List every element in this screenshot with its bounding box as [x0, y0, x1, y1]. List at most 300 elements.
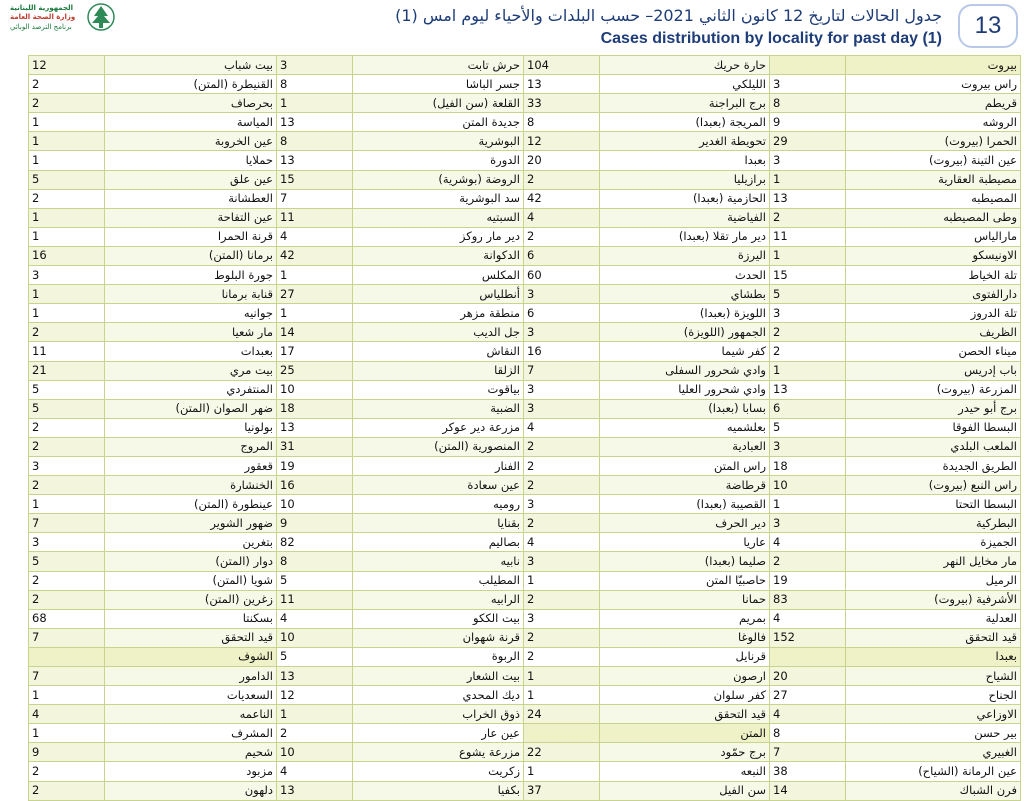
case-count-cell: 8	[524, 113, 600, 132]
locality-name-cell: ذوق الخراب	[353, 705, 524, 724]
case-count-cell: 10	[277, 495, 353, 514]
table-row	[29, 495, 1021, 514]
locality-name-cell: قرنة الحمرا	[105, 227, 277, 246]
table-row	[29, 399, 1021, 418]
case-count-cell: 2	[29, 323, 105, 342]
locality-name-cell: مار شعيا	[105, 323, 277, 342]
report-title-english: Cases distribution by locality for past day (1)	[600, 30, 942, 47]
case-count-cell: 3	[770, 75, 846, 94]
case-count-cell: 6	[524, 246, 600, 265]
case-count-cell: 1	[29, 113, 105, 132]
locality-name-cell: البسطا التحتا	[846, 495, 1021, 514]
locality-name-cell: راس المتن	[600, 456, 770, 475]
case-count-cell: 8	[277, 132, 353, 151]
table-row	[29, 686, 1021, 705]
case-count-cell: 2	[29, 75, 105, 94]
locality-name-cell: الفياضية	[600, 208, 770, 227]
case-count-cell: 11	[277, 590, 353, 609]
case-count-cell: 1	[770, 495, 846, 514]
case-count-cell: 13	[277, 667, 353, 686]
case-count-cell: 1	[524, 686, 600, 705]
case-count-cell: 3	[277, 56, 353, 75]
locality-name-cell: دارالفتوى	[846, 285, 1021, 304]
locality-name-cell: أنطلياس	[353, 285, 524, 304]
case-count-cell: 4	[277, 227, 353, 246]
case-count-cell: 2	[524, 170, 600, 189]
case-count-cell: 5	[277, 571, 353, 590]
table-row	[29, 94, 1021, 113]
logo-line-republic: الجمهورية اللبنانية	[10, 4, 74, 12]
locality-name-cell: الناعمه	[105, 705, 277, 724]
locality-name-cell: قريطم	[846, 94, 1021, 113]
locality-name-cell: المنتفردي	[105, 380, 277, 399]
locality-name-cell: البسطا الفوقا	[846, 418, 1021, 437]
case-count-cell: 152	[770, 628, 846, 647]
locality-name-cell: بتغرين	[105, 533, 277, 552]
table-row	[29, 132, 1021, 151]
case-count-cell: 6	[770, 399, 846, 418]
locality-name-cell: المنصورية (المتن)	[353, 437, 524, 456]
case-count-cell: 3	[770, 151, 846, 170]
locality-name-cell: الطريق الجديدة	[846, 456, 1021, 475]
table-row	[29, 227, 1021, 246]
case-count-cell: 13	[524, 75, 600, 94]
locality-name-cell: الظريف	[846, 323, 1021, 342]
locality-name-cell: قعقور	[105, 456, 277, 475]
locality-name-cell: الخنشارة	[105, 476, 277, 495]
locality-name-cell: المياسة	[105, 113, 277, 132]
case-count-cell: 4	[524, 533, 600, 552]
locality-name-cell: مارالياس	[846, 227, 1021, 246]
locality-name-cell: برج أبو حيدر	[846, 399, 1021, 418]
locality-name-cell: الروضة (بوشرية)	[353, 170, 524, 189]
case-count-cell: 2	[524, 628, 600, 647]
case-count-cell: 2	[29, 476, 105, 495]
locality-name-cell: ارصون	[600, 667, 770, 686]
locality-name-cell: مزرعة دير عوكر	[353, 418, 524, 437]
locality-name-cell: مزرعة يشوع	[353, 743, 524, 762]
case-count-cell: 2	[29, 781, 105, 800]
case-count-cell: 7	[524, 361, 600, 380]
case-count-cell: 10	[277, 380, 353, 399]
locality-name-cell: الضبية	[353, 399, 524, 418]
locality-name-cell: اللويزة (بعبدا)	[600, 304, 770, 323]
locality-name-cell: عين علق	[105, 170, 277, 189]
district-header-cell: بيروت	[846, 56, 1021, 75]
locality-name-cell: راس بيروت	[846, 75, 1021, 94]
locality-name-cell: الاوزاعي	[846, 705, 1021, 724]
table-row	[29, 151, 1021, 170]
locality-name-cell: نابيه	[353, 552, 524, 571]
locality-name-cell: المكلس	[353, 266, 524, 285]
case-count-cell: 3	[524, 552, 600, 571]
locality-name-cell: الملعب البلدي	[846, 437, 1021, 456]
case-count-cell: 4	[770, 533, 846, 552]
case-count-cell: 9	[770, 113, 846, 132]
case-count-cell: 15	[770, 266, 846, 285]
case-count-cell: 6	[524, 304, 600, 323]
case-count-cell: 4	[770, 609, 846, 628]
case-count-cell: 21	[29, 361, 105, 380]
case-count-cell: 15	[277, 170, 353, 189]
locality-name-cell: الأشرفية (بيروت)	[846, 590, 1021, 609]
case-count-cell: 104	[524, 56, 600, 75]
case-count-cell: 1	[29, 495, 105, 514]
case-count-cell	[524, 724, 600, 743]
case-count-cell: 17	[277, 342, 353, 361]
case-count-cell: 19	[770, 571, 846, 590]
table-row	[29, 571, 1021, 590]
table-row	[29, 724, 1021, 743]
locality-name-cell: قيد التحقق	[846, 628, 1021, 647]
case-count-cell: 37	[524, 781, 600, 800]
locality-name-cell: ضهر الصوان (المتن)	[105, 399, 277, 418]
case-count-cell: 13	[770, 189, 846, 208]
locality-name-cell: العدلية	[846, 609, 1021, 628]
locality-name-cell: الحدث	[600, 266, 770, 285]
district-header-cell: بعبدا	[846, 647, 1021, 666]
case-count-cell: 22	[524, 743, 600, 762]
case-count-cell: 3	[524, 495, 600, 514]
case-count-cell: 1	[29, 724, 105, 743]
case-count-cell: 13	[277, 418, 353, 437]
table-row	[29, 246, 1021, 265]
locality-name-cell: سد البوشرية	[353, 189, 524, 208]
table-row	[29, 609, 1021, 628]
case-count-cell: 60	[524, 266, 600, 285]
case-count-cell: 2	[524, 514, 600, 533]
case-count-cell: 4	[524, 208, 600, 227]
locality-name-cell: الربوة	[353, 647, 524, 666]
locality-name-cell: بعبدات	[105, 342, 277, 361]
case-count-cell: 4	[29, 705, 105, 724]
case-count-cell: 2	[29, 571, 105, 590]
case-count-cell: 7	[29, 628, 105, 647]
case-count-cell: 20	[524, 151, 600, 170]
locality-name-cell: اليرزة	[600, 246, 770, 265]
locality-name-cell: بيت الككو	[353, 609, 524, 628]
case-count-cell: 4	[277, 762, 353, 781]
locality-name-cell: المروج	[105, 437, 277, 456]
locality-name-cell: وادي شحرور السفلى	[600, 361, 770, 380]
locality-name-cell: الرابيه	[353, 590, 524, 609]
case-count-cell: 11	[770, 227, 846, 246]
case-count-cell: 7	[29, 667, 105, 686]
locality-name-cell: حمانا	[600, 590, 770, 609]
case-count-cell: 12	[524, 132, 600, 151]
locality-name-cell: القنيطرة (المتن)	[105, 75, 277, 94]
table-row	[29, 361, 1021, 380]
case-count-cell: 1	[770, 361, 846, 380]
locality-name-cell: الحمرا (بيروت)	[846, 132, 1021, 151]
case-count-cell: 7	[277, 189, 353, 208]
table-row	[29, 533, 1021, 552]
case-count-cell: 42	[524, 189, 600, 208]
locality-name-cell: العبادية	[600, 437, 770, 456]
case-count-cell: 19	[277, 456, 353, 475]
locality-name-cell: الجميزة	[846, 533, 1021, 552]
case-count-cell: 2	[524, 647, 600, 666]
case-count-cell: 29	[770, 132, 846, 151]
table-row	[29, 590, 1021, 609]
locality-name-cell: عين سعادة	[353, 476, 524, 495]
case-count-cell	[770, 647, 846, 666]
case-count-cell: 7	[770, 743, 846, 762]
case-count-cell: 2	[770, 552, 846, 571]
table-row	[29, 323, 1021, 342]
case-count-cell: 1	[29, 686, 105, 705]
locality-name-cell: بقنايا	[353, 514, 524, 533]
locality-name-cell: تحويطة الغدير	[600, 132, 770, 151]
case-count-cell: 20	[770, 667, 846, 686]
locality-name-cell: بسابا (بعبدا)	[600, 399, 770, 418]
case-count-cell: 14	[277, 323, 353, 342]
locality-name-cell: ديك المحدي	[353, 686, 524, 705]
locality-name-cell: ضهور الشوير	[105, 514, 277, 533]
locality-name-cell: النقاش	[353, 342, 524, 361]
case-count-cell: 3	[29, 533, 105, 552]
locality-name-cell: جوانيه	[105, 304, 277, 323]
case-count-cell: 1	[277, 266, 353, 285]
case-count-cell: 2	[770, 208, 846, 227]
case-count-cell: 2	[277, 724, 353, 743]
locality-name-cell: النبعه	[600, 762, 770, 781]
locality-name-cell: كفر شيما	[600, 342, 770, 361]
locality-name-cell: جسر الباشا	[353, 75, 524, 94]
case-count-cell: 5	[29, 552, 105, 571]
locality-name-cell: السبتيه	[353, 208, 524, 227]
locality-name-cell: بيت مري	[105, 361, 277, 380]
cedar-icon	[86, 2, 116, 34]
case-count-cell: 18	[770, 456, 846, 475]
locality-name-cell: برازيليا	[600, 170, 770, 189]
locality-name-cell: الشياح	[846, 667, 1021, 686]
case-count-cell: 16	[277, 476, 353, 495]
locality-name-cell: الاونيسكو	[846, 246, 1021, 265]
locality-name-cell: البوشرية	[353, 132, 524, 151]
case-count-cell: 5	[770, 418, 846, 437]
locality-name-cell: عين الخروبة	[105, 132, 277, 151]
locality-name-cell: الحازمية (بعبدا)	[600, 189, 770, 208]
case-count-cell: 9	[277, 514, 353, 533]
locality-name-cell: القلعة (سن الفيل)	[353, 94, 524, 113]
case-count-cell: 10	[770, 476, 846, 495]
case-count-cell: 2	[524, 476, 600, 495]
case-count-cell: 10	[277, 743, 353, 762]
locality-name-cell: قرطاضة	[600, 476, 770, 495]
case-count-cell: 5	[29, 170, 105, 189]
locality-name-cell: عاريا	[600, 533, 770, 552]
case-count-cell: 9	[29, 743, 105, 762]
case-count-cell: 82	[277, 533, 353, 552]
case-count-cell: 2	[770, 323, 846, 342]
locality-name-cell: بحرصاف	[105, 94, 277, 113]
locality-name-cell: المزرعة (بيروت)	[846, 380, 1021, 399]
locality-name-cell: قرنة شهوان	[353, 628, 524, 647]
locality-name-cell: الغبيري	[846, 743, 1021, 762]
district-header-cell: الشوف	[105, 647, 277, 666]
locality-name-cell: جديدة المتن	[353, 113, 524, 132]
case-count-cell: 10	[277, 628, 353, 647]
case-count-cell: 38	[770, 762, 846, 781]
case-count-cell: 1	[770, 170, 846, 189]
table-row	[29, 456, 1021, 475]
table-row	[29, 552, 1021, 571]
cases-table	[28, 55, 1021, 801]
case-count-cell: 5	[770, 285, 846, 304]
case-count-cell: 8	[770, 94, 846, 113]
case-count-cell: 4	[277, 609, 353, 628]
locality-name-cell: الجناح	[846, 686, 1021, 705]
case-count-cell: 33	[524, 94, 600, 113]
case-count-cell: 3	[524, 380, 600, 399]
case-count-cell: 18	[277, 399, 353, 418]
table-row	[29, 514, 1021, 533]
case-count-cell: 27	[770, 686, 846, 705]
locality-name-cell: السعديات	[105, 686, 277, 705]
case-count-cell: 3	[29, 456, 105, 475]
report-header	[0, 0, 1024, 56]
case-count-cell: 1	[524, 762, 600, 781]
case-count-cell: 3	[524, 285, 600, 304]
case-count-cell: 1	[277, 705, 353, 724]
locality-name-cell: فرن الشباك	[846, 781, 1021, 800]
locality-name-cell: قيد التحقق	[600, 705, 770, 724]
table-row	[29, 304, 1021, 323]
case-count-cell: 2	[29, 418, 105, 437]
case-count-cell: 2	[524, 590, 600, 609]
table-row	[29, 170, 1021, 189]
report-title-arabic: جدول الحالات لتاريخ 12 كانون الثاني 2021– حسب البلدات والأحياء ليوم امس (1)	[395, 6, 942, 25]
case-count-cell: 1	[29, 227, 105, 246]
locality-name-cell: الدامور	[105, 667, 277, 686]
locality-name-cell: دير مار تقلا (بعبدا)	[600, 227, 770, 246]
locality-name-cell: سن الفيل	[600, 781, 770, 800]
case-count-cell: 2	[29, 590, 105, 609]
locality-name-cell: حرش تابت	[353, 56, 524, 75]
locality-name-cell: الجمهور (اللويزة)	[600, 323, 770, 342]
table-row	[29, 285, 1021, 304]
case-count-cell: 16	[524, 342, 600, 361]
table-row	[29, 380, 1021, 399]
locality-name-cell: بيت الشعار	[353, 667, 524, 686]
locality-name-cell: البطركية	[846, 514, 1021, 533]
case-count-cell: 1	[770, 246, 846, 265]
case-count-cell: 8	[277, 552, 353, 571]
ministry-logo	[6, 2, 116, 36]
case-count-cell: 5	[277, 647, 353, 666]
case-count-cell: 1	[524, 667, 600, 686]
locality-name-cell: روميه	[353, 495, 524, 514]
table-row	[29, 418, 1021, 437]
case-count-cell: 13	[277, 781, 353, 800]
locality-name-cell: زكريت	[353, 762, 524, 781]
locality-name-cell: راس النبع (بيروت)	[846, 476, 1021, 495]
district-header-cell: المتن	[600, 724, 770, 743]
case-count-cell: 1	[277, 304, 353, 323]
locality-name-cell: بيت شباب	[105, 56, 277, 75]
case-count-cell: 2	[29, 189, 105, 208]
locality-name-cell: وطى المصيطبه	[846, 208, 1021, 227]
case-count-cell: 25	[277, 361, 353, 380]
locality-name-cell: مار مخايل النهر	[846, 552, 1021, 571]
locality-name-cell: تلة الخياط	[846, 266, 1021, 285]
case-count-cell: 68	[29, 609, 105, 628]
case-count-cell: 5	[29, 380, 105, 399]
locality-name-cell: الدكوانة	[353, 246, 524, 265]
locality-name-cell: بطشاي	[600, 285, 770, 304]
case-count-cell: 7	[29, 514, 105, 533]
locality-name-cell: دوار (المتن)	[105, 552, 277, 571]
case-count-cell: 1	[29, 132, 105, 151]
table-row	[29, 113, 1021, 132]
case-count-cell: 31	[277, 437, 353, 456]
case-count-cell: 12	[277, 686, 353, 705]
table-row	[29, 75, 1021, 94]
case-count-cell: 42	[277, 246, 353, 265]
locality-name-cell: بعبدا	[600, 151, 770, 170]
case-count-cell: 3	[524, 323, 600, 342]
locality-name-cell: برمانا (المتن)	[105, 246, 277, 265]
locality-name-cell: قنابة برمانا	[105, 285, 277, 304]
locality-name-cell: الفنار	[353, 456, 524, 475]
locality-name-cell: قيد التحقق	[105, 628, 277, 647]
locality-name-cell: الروشه	[846, 113, 1021, 132]
case-count-cell: 3	[770, 304, 846, 323]
locality-name-cell: قرنايل	[600, 647, 770, 666]
table-row	[29, 56, 1021, 75]
case-count-cell: 11	[29, 342, 105, 361]
case-count-cell: 2	[524, 227, 600, 246]
locality-name-cell: عينطورة (المتن)	[105, 495, 277, 514]
table-row	[29, 266, 1021, 285]
locality-name-cell: دير الحرف	[600, 514, 770, 533]
logo-line-ministry: وزارة الصحة العامة	[10, 13, 76, 21]
locality-name-cell: باب إدريس	[846, 361, 1021, 380]
locality-name-cell: منطقة مزهر	[353, 304, 524, 323]
locality-name-cell: زغرين (المتن)	[105, 590, 277, 609]
case-count-cell: 3	[770, 437, 846, 456]
case-count-cell: 4	[770, 705, 846, 724]
locality-name-cell: صليما (بعبدا)	[600, 552, 770, 571]
logo-line-program: برنامج الترصد الوبائي	[10, 23, 72, 31]
case-count-cell: 3	[524, 399, 600, 418]
locality-name-cell: برج حمّود	[600, 743, 770, 762]
locality-name-cell: وادي شحرور العليا	[600, 380, 770, 399]
locality-name-cell: بكفيا	[353, 781, 524, 800]
locality-name-cell: بياقوت	[353, 380, 524, 399]
locality-name-cell: العطشانة	[105, 189, 277, 208]
locality-name-cell: دير مار روكز	[353, 227, 524, 246]
locality-name-cell: عين عار	[353, 724, 524, 743]
case-count-cell: 13	[277, 151, 353, 170]
case-count-cell: 2	[524, 437, 600, 456]
case-count-cell: 2	[29, 762, 105, 781]
case-count-cell: 1	[29, 285, 105, 304]
locality-name-cell: الدورة	[353, 151, 524, 170]
case-count-cell: 5	[29, 399, 105, 418]
locality-name-cell: بير حسن	[846, 724, 1021, 743]
table-row	[29, 705, 1021, 724]
locality-name-cell: الزلقا	[353, 361, 524, 380]
table-row	[29, 342, 1021, 361]
locality-name-cell: المصيطبه	[846, 189, 1021, 208]
locality-name-cell: تلة الدروز	[846, 304, 1021, 323]
table-row	[29, 189, 1021, 208]
table-row	[29, 437, 1021, 456]
locality-name-cell: بولونيا	[105, 418, 277, 437]
case-count-cell: 24	[524, 705, 600, 724]
